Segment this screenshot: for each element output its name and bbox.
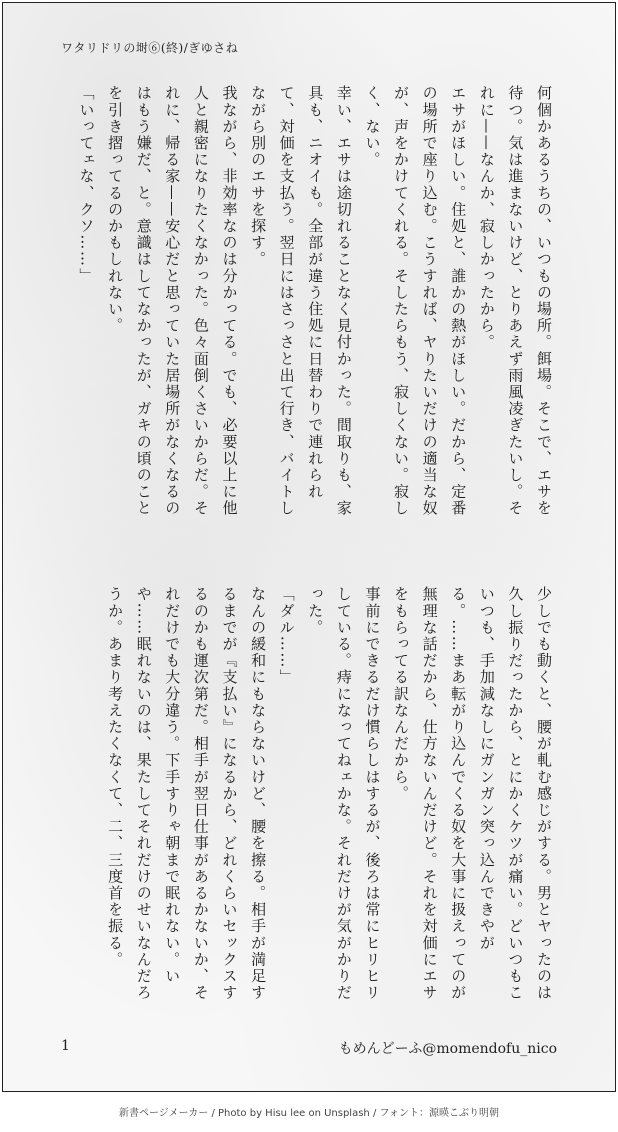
page-number: 1 [61,1038,70,1054]
page-title: ワタリドリの埘⑥(終)/ぎゆさね [61,41,239,55]
paragraph: 幸い、エサは途切れることなく見付かった。間取りも、家具も、ニオイも。全部が違う住処に日替わりで連れられて、対価を支払う。翌日にはさっさと出て行き、バイトしながら別のエサを探す。 [249,85,353,517]
text-block-bottom [58,586,558,1016]
book-page [2,2,616,1092]
text-block-top [58,85,558,530]
paragraph: 何個かあるうちの、いつもの場所。餌場。そこで、エサを待つ。気は進まないけど、とりあえず雨風凌ぎたいし。それに——なんか、寂しかったから。 [477,85,553,517]
paragraph: なんの緩和にもならないけど、腰を擦る。相手が満足するまでが『支払い』になるから、どれくらいセックスするのかも運次第だ。相手が翌日仕事があるかないか、それだけでも大分違う。下手すりゃ朝まで眠れない。いや……眠れないのは、果たしてそれだけのせいなんだろうか。あまり考えたくなくて、二、三度首を振る。 [106,586,268,1001]
paragraph: 「ダル……」 [277,586,296,686]
footer-credits: 新書ページメーカー / Photo by Hisu lee on Unsplash / フォント：源暎こぶり明朝 [119,1108,499,1119]
paragraph: 「いってェな、クソ……」 [77,85,96,285]
author-credit: もめんどーふ@momendofu_nico [338,1041,557,1057]
paragraph: 事前にできるだけ慣らしはするが、後ろは常にヒリヒリしている。痔になってねェかな。それだけが気がかりだった。 [306,586,382,1001]
paragraph: 我ながら、非効率なのは分かってる。でも、必要以上に他人と親密になりたくなかった。色々面倒くさいからだ。それに、帰る家——安心だと思っていた居場所がなくなるのはもう嫌だ、と。意識はしてなかったが、ガキの頃のことを引き摺ってるのかもしれない。 [106,85,239,517]
paragraph: エサがほしい。住処と、誰かの熱がほしい。だから、定番の場所で座り込む。こうすれば、ヤりたいだけの適当な奴が、声をかけてくれる。そしたらもう、寂しくない。寂しく、ない。 [363,85,468,517]
paragraph: 少しでも動くと、腰が軋む感じがする。男とヤったのは久し振りだったから、とにかくケツが痛い。どいつもこいつも、手加減なしにガンガン突っ込んできやがる。……まあ転がり込んでくる奴を大事に扱えってのが無理な話だから、仕方ないんだけど。それを対価にエサをもらってる訳なんだから。 [392,586,553,1001]
